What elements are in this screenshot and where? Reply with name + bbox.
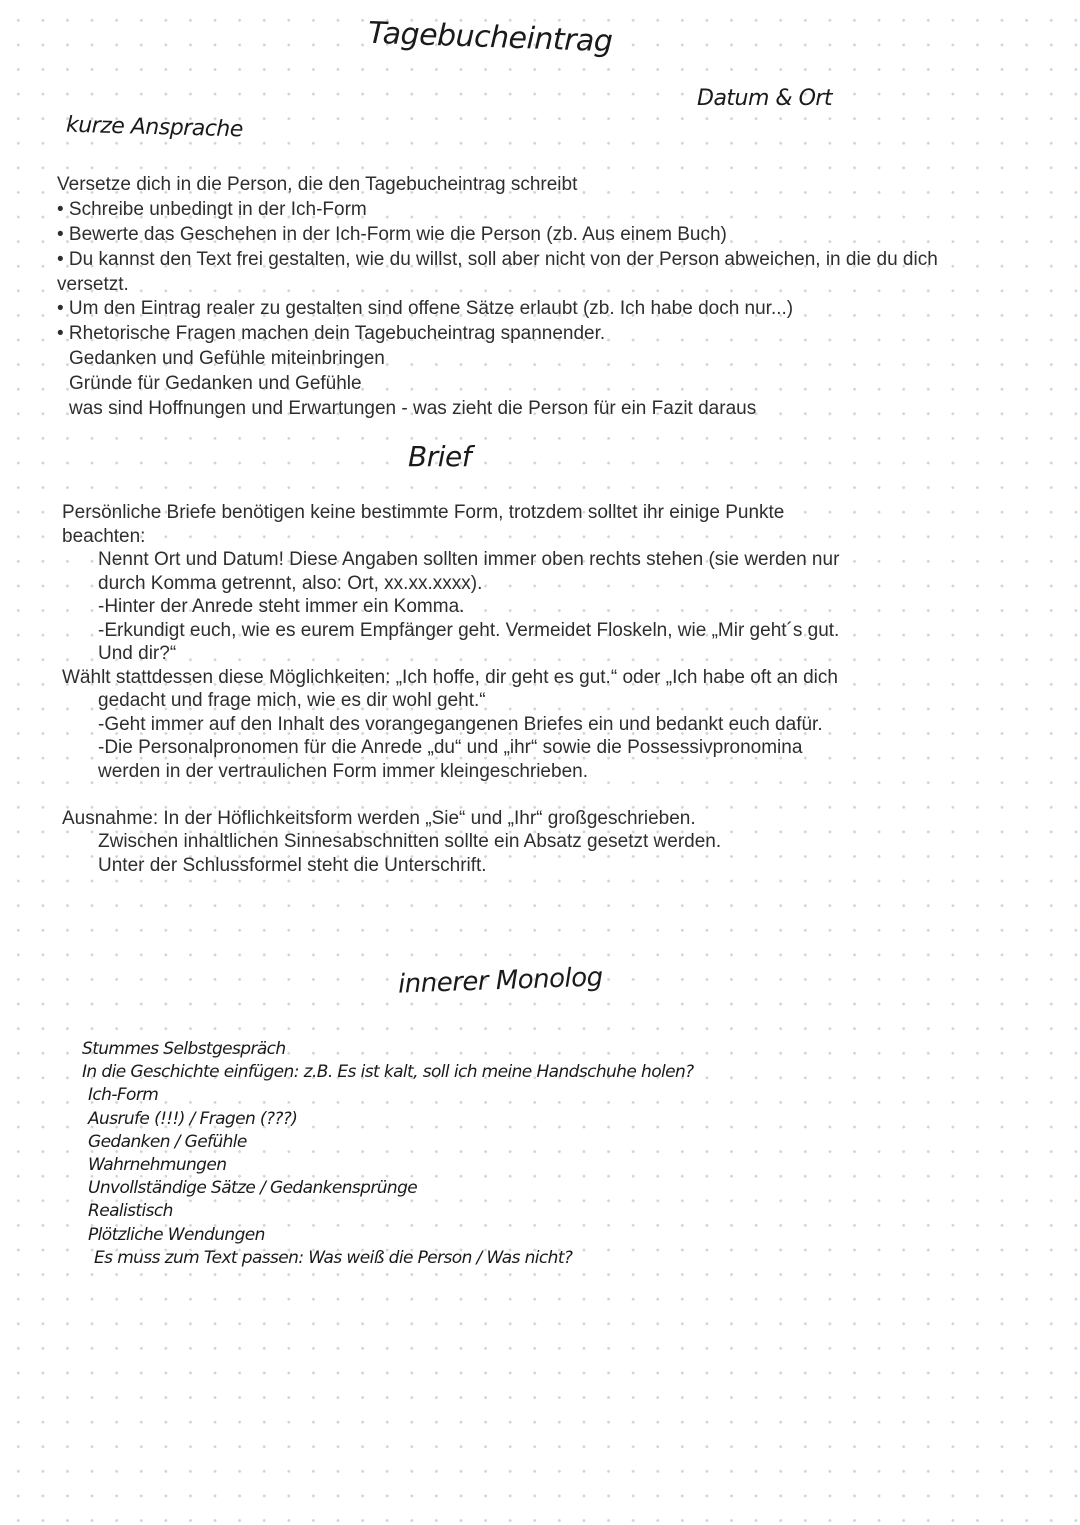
monologue-line: In die Geschichte einfügen: z.B. Es ist kalt, soll ich meine Handschuhe holen? — [82, 1062, 694, 1083]
monologue-notes — [82, 1038, 694, 1270]
diary-bullet: • Schreibe unbedingt in der Ich-Form — [57, 198, 367, 220]
diary-instructions — [57, 173, 938, 422]
letter-line: -Erkundigt euch, wie es eurem Empfänger geht. Vermeidet Floskeln, wie „Mir geht´s gut. — [98, 619, 840, 641]
letter-line: Und dir?“ — [98, 643, 177, 664]
letter-line: -Hinter der Anrede steht immer ein Komma. — [98, 596, 465, 617]
monologue-line: Plötzliche Wendungen — [88, 1224, 265, 1245]
letter-line: beachten: — [62, 525, 146, 547]
monologue-line: Unvollständige Sätze / Gedankensprünge — [88, 1178, 418, 1199]
letter-line: werden in der vertraulichen Form immer kleingeschrieben. — [98, 760, 588, 782]
letter-line: -Die Personalpronomen für die Anrede „du“ und „ihr“ sowie die Possessivpronomina — [98, 737, 803, 758]
date-place-label: Datum & Ort — [697, 86, 833, 111]
monologue-line: Stummes Selbstgespräch — [82, 1039, 286, 1059]
letter-line: Nennt Ort und Datum! Diese Angaben sollten immer oben rechts stehen (sie werden nur — [98, 549, 840, 570]
paragraph-gap — [62, 783, 839, 807]
diary-line: was sind Hoffnungen und Erwartungen - was zieht die Person für ein Fazit daraus — [69, 398, 757, 420]
monologue-line: Ausrufe (!!!) / Fragen (???) — [88, 1108, 298, 1129]
diary-bullet: • Du kannst den Text frei gestalten, wie du willst, soll aber nicht von der Person abweichen, in die du dich — [57, 248, 938, 270]
letter-line: durch Komma getrennt, also: Ort, xx.xx.xxxx). — [98, 572, 483, 594]
diary-line: Gründe für Gedanken und Gefühle — [69, 373, 362, 395]
diary-line: Gedanken und Gefühle miteinbringen — [69, 348, 385, 370]
diary-line: Versetze dich in die Person, die den Tagebucheintrag schreibt — [57, 174, 578, 195]
letter-title: Brief — [408, 440, 472, 473]
diary-bullet: • Bewerte das Geschehen in der Ich-Form wie die Person (zb. Aus einem Buch) — [57, 223, 727, 245]
letter-line: Wählt stattdessen diese Möglichkeiten: „Ich hoffe, dir geht es gut.“ oder „Ich habe oft an dich — [62, 666, 838, 688]
letter-line: gedacht und frage mich, wie es dir wohl geht.“ — [98, 690, 486, 711]
monologue-line: Realistisch — [88, 1201, 173, 1222]
letter-line: Zwischen inhaltlichen Sinnesabschnitten sollte ein Absatz gesetzt werden. — [98, 831, 722, 852]
letter-line: Unter der Schlussformel steht die Unterschrift. — [98, 854, 487, 876]
monologue-title: innerer Monolog — [397, 962, 604, 1000]
monologue-line: Gedanken / Gefühle — [88, 1131, 247, 1152]
diary-line: versetzt. — [57, 273, 129, 295]
monologue-line: Ich-Form — [88, 1085, 159, 1106]
monologue-line: Es muss zum Text passen: Was weiß die Person / Was nicht? — [94, 1247, 573, 1268]
diary-bullet: • Um den Eintrag realer zu gestalten sind offene Sätze erlaubt (zb. Ich habe doch nur...) — [57, 298, 794, 320]
letter-line: Ausnahme: In der Höflichkeitsform werden „Sie“ und „Ihr“ großgeschrieben. — [62, 807, 696, 829]
letter-line: -Geht immer auf den Inhalt des vorangegangenen Briefes ein und bedankt euch dafür. — [98, 713, 823, 735]
diary-title: Tagebucheintrag — [367, 15, 613, 60]
letter-line: Persönliche Briefe benötigen keine bestimmte Form, trotzdem solltet ihr einige Punkte — [62, 502, 785, 523]
short-address-label: kurze Ansprache — [65, 112, 244, 143]
diary-bullet: • Rhetorische Fragen machen dein Tagebucheintrag spannender. — [57, 323, 606, 345]
letter-instructions — [62, 501, 839, 877]
monologue-line: Wahrnehmungen — [88, 1154, 227, 1175]
